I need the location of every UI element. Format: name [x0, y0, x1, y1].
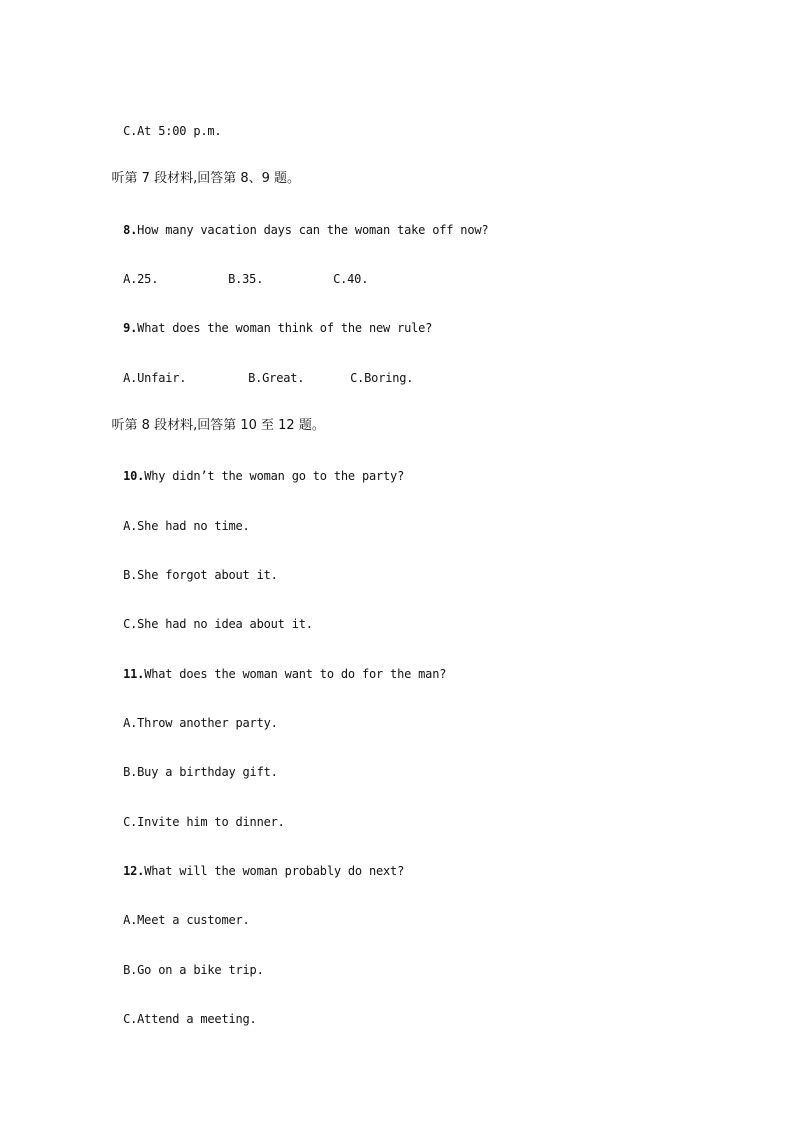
question-text: Why didn’t the woman go to the party? [144, 469, 405, 483]
question-number: 11. [123, 667, 145, 681]
section-instruction [95, 402, 325, 450]
option-b: B.35. [228, 272, 264, 286]
option-c: C.Attend a meeting. [123, 1012, 257, 1026]
option-a: A.Meet a customer. [123, 913, 250, 927]
options-row-8 [95, 255, 368, 303]
question-number: 9. [123, 321, 138, 335]
question-text: What will the woman probably do next? [144, 864, 405, 878]
option-a: A.25. [123, 272, 159, 286]
option-text: C.At 5:00 p.m. [123, 124, 222, 138]
question-12 [95, 847, 404, 895]
question-number: 10. [123, 469, 145, 483]
option-line [95, 551, 278, 599]
option-line [95, 600, 313, 648]
option-a: A.Unfair. [123, 371, 187, 385]
option-a: A.She had no time. [123, 519, 250, 533]
option-b: B.Go on a bike trip. [123, 963, 264, 977]
question-number: 8. [123, 223, 138, 237]
section-instruction [95, 155, 300, 203]
options-row-9 [95, 354, 413, 402]
question-10 [95, 452, 404, 500]
option-c: C.Boring. [350, 371, 414, 385]
instruction-text: 听第 8 段材料,回答第 10 至 12 题。 [111, 418, 325, 433]
option-line [95, 107, 221, 155]
option-line [95, 896, 250, 944]
option-line [95, 995, 257, 1043]
option-line [95, 502, 250, 550]
question-9 [95, 304, 432, 352]
question-number: 12. [123, 864, 145, 878]
option-b: B.She forgot about it. [123, 568, 278, 582]
option-line [95, 798, 285, 846]
question-text: How many vacation days can the woman take off now? [137, 223, 489, 237]
question-text: What does the woman want to do for the man? [144, 667, 447, 681]
question-11 [95, 650, 446, 698]
instruction-text: 听第 7 段材料,回答第 8、9 题。 [111, 171, 301, 186]
question-8 [95, 206, 488, 254]
option-c: C.Invite him to dinner. [123, 815, 285, 829]
question-text: What does the woman think of the new rule? [137, 321, 433, 335]
option-b: B.Great. [248, 371, 305, 385]
option-b: B.Buy a birthday gift. [123, 765, 278, 779]
option-c: C.She had no idea about it. [123, 617, 313, 631]
option-line [95, 946, 264, 994]
option-a: A.Throw another party. [123, 716, 278, 730]
option-line [95, 748, 278, 796]
option-c: C.40. [333, 272, 369, 286]
option-line [95, 699, 278, 747]
